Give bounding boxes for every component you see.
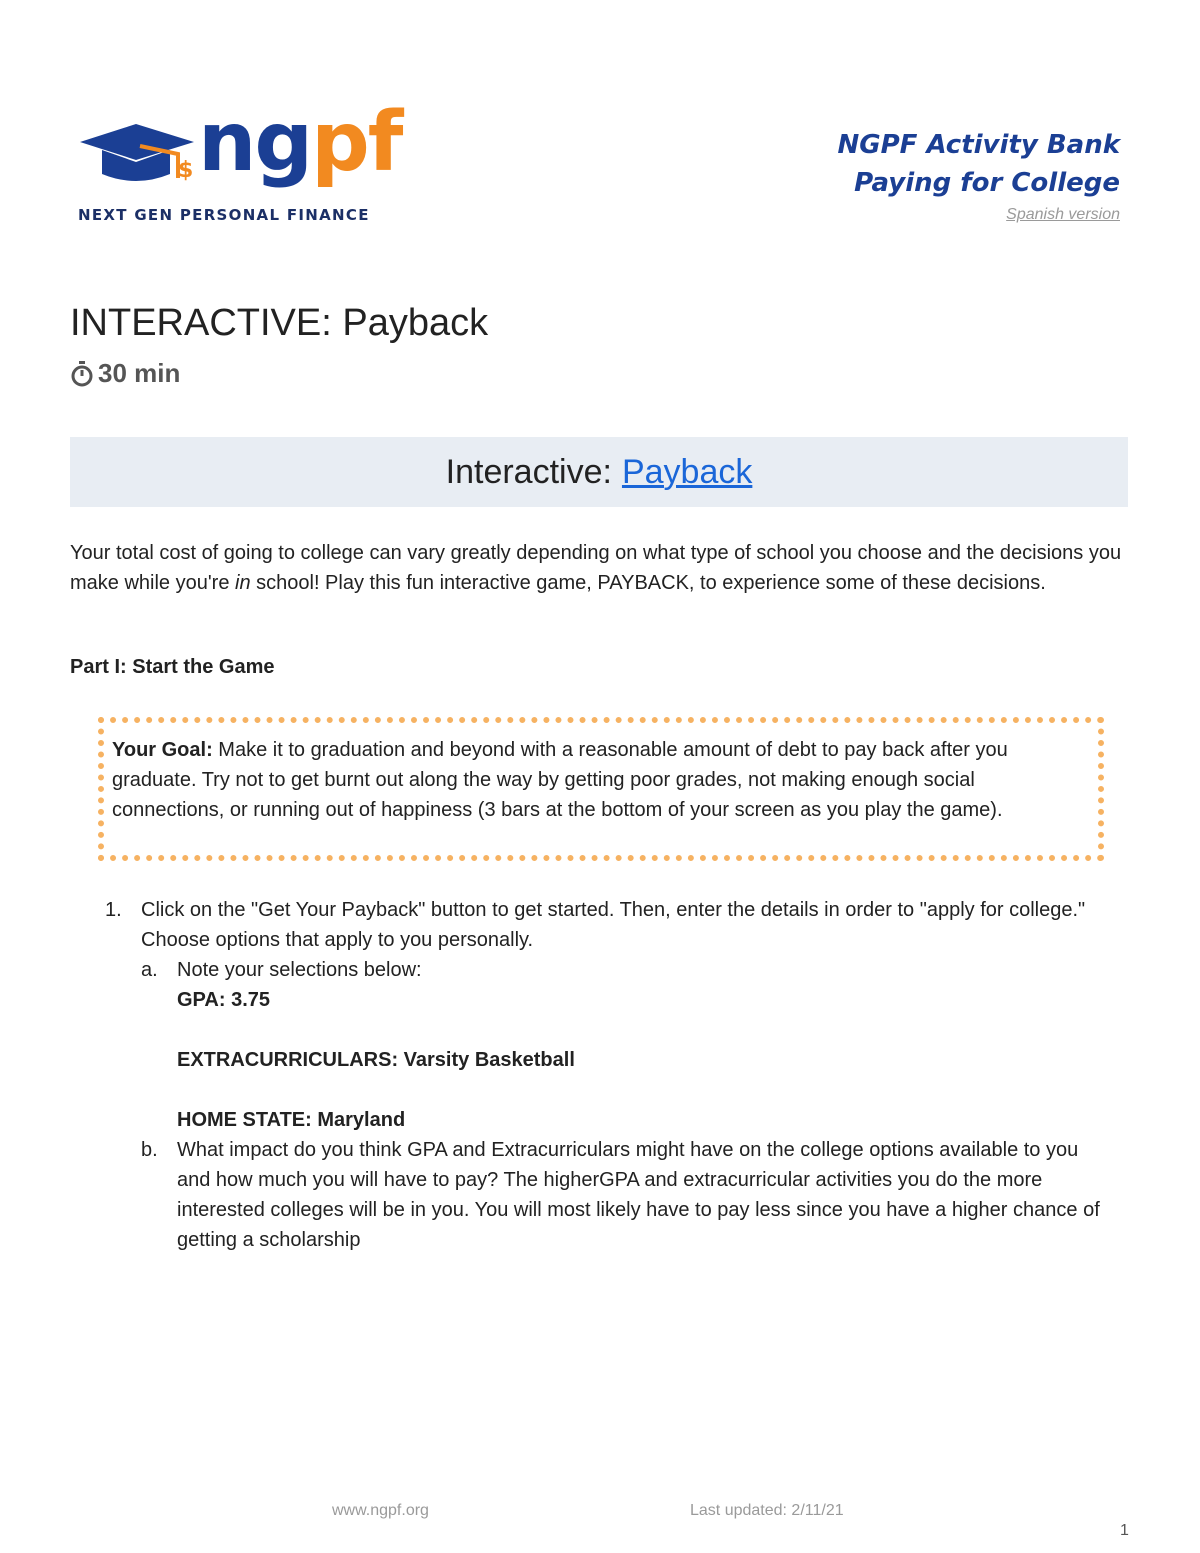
page-number: 1 bbox=[1120, 1522, 1129, 1539]
step-1a bbox=[141, 955, 1115, 985]
step-1-text: Click on the "Get Your Payback" button to get started. Then, enter the details in order to "apply for college." Choose options that apply to you personally. bbox=[141, 899, 1086, 951]
activity-bank-header bbox=[838, 126, 1121, 224]
goal-text: Make it to graduation and beyond with a reasonable amount of debt to pay back after you graduate. Try not to get burnt out along the way by getting poor grades, not making enough social connections, or running out of happiness (3 bars at the bottom of your screen as you play the game). bbox=[112, 739, 1008, 821]
selection-answers bbox=[177, 985, 1115, 1135]
step-1a-text: Note your selections below: bbox=[177, 959, 422, 981]
part-1-heading: Part I: Start the Game bbox=[70, 656, 275, 678]
duration bbox=[70, 358, 180, 389]
spanish-version-link[interactable]: Spanish version bbox=[1006, 206, 1120, 223]
step-1b-text: What impact do you think GPA and Extracurriculars might have on the college options available to you and how much you will have to pay? The higherGPA and extracurricular activities you do the more interested colleges will be in you. You will most likely have to pay less since you have a higher chance of getting a scholarship bbox=[177, 1139, 1100, 1251]
step-list bbox=[105, 895, 1115, 1255]
logo-wordmark-pf: pf bbox=[311, 95, 402, 190]
extracurriculars-answer: EXTRACURRICULARS: Varsity Basketball bbox=[177, 1049, 575, 1071]
step-1-number: 1. bbox=[105, 899, 122, 921]
step-1b bbox=[141, 1135, 1115, 1255]
intro-text-after: school! Play this fun interactive game, PAYBACK, to experience some of these decisions. bbox=[250, 572, 1046, 594]
footer-last-updated: Last updated: 2/11/21 bbox=[690, 1502, 844, 1519]
home-state-answer: HOME STATE: Maryland bbox=[177, 1109, 406, 1131]
activity-bank-subtitle: Paying for College bbox=[854, 168, 1120, 198]
goal-label: Your Goal: bbox=[112, 739, 213, 761]
logo-dollar-sign: $ bbox=[178, 158, 194, 183]
step-1b-letter: b. bbox=[141, 1139, 158, 1161]
activity-bank-title: NGPF Activity Bank bbox=[837, 130, 1120, 160]
stopwatch-icon bbox=[70, 361, 94, 387]
intro-text-before: Your total cost of going to college can vary greatly depending on what type of school you choose and the decisions you make while you're bbox=[70, 542, 1122, 594]
page-title: INTERACTIVE: Payback bbox=[70, 302, 489, 344]
logo-wordmark bbox=[198, 95, 402, 190]
step-1a-letter: a. bbox=[141, 959, 158, 981]
logo-tagline: NEXT GEN PERSONAL FINANCE bbox=[78, 206, 370, 224]
intro-emphasis: in bbox=[235, 572, 251, 594]
logo-wordmark-ng: ng bbox=[198, 95, 312, 190]
gpa-answer: GPA: 3.75 bbox=[177, 989, 270, 1011]
step-1 bbox=[105, 895, 1115, 955]
ngpf-logo bbox=[78, 95, 402, 230]
goal-box bbox=[98, 717, 1104, 861]
interactive-banner bbox=[70, 437, 1128, 507]
payback-link[interactable]: Payback bbox=[621, 452, 753, 491]
intro-paragraph bbox=[70, 538, 1130, 598]
banner-prefix: Interactive: bbox=[445, 452, 612, 491]
footer-website: www.ngpf.org bbox=[332, 1502, 429, 1519]
duration-text: 30 min bbox=[98, 358, 181, 388]
